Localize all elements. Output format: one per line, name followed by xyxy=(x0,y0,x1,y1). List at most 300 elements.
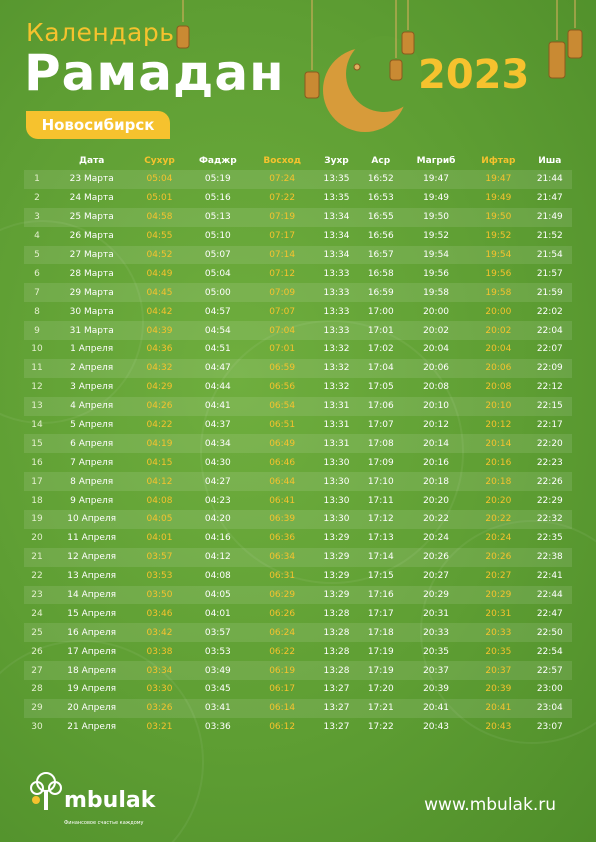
table-cell: 29 Марта xyxy=(50,283,133,302)
table-cell: 13:29 xyxy=(314,548,358,567)
table-cell: 05:00 xyxy=(186,283,250,302)
table-cell: 06:12 xyxy=(269,722,296,733)
table-row xyxy=(24,302,572,321)
table-cell: 20:18 xyxy=(403,472,469,491)
table-cell: 05:16 xyxy=(204,193,231,204)
table-cell: 11 Апреля xyxy=(67,533,117,544)
table-row xyxy=(24,510,572,529)
table-header xyxy=(24,152,572,170)
table-cell: 13:35 xyxy=(323,193,350,204)
day-number: 4 xyxy=(34,231,40,242)
table-cell: 22:15 xyxy=(528,397,572,416)
table-cell: 13:31 xyxy=(314,397,358,416)
table-cell: 13:33 xyxy=(323,268,350,279)
table-cell: 19:50 xyxy=(469,208,527,227)
table-cell: 17:16 xyxy=(359,586,403,605)
table-cell: 13:28 xyxy=(323,646,350,657)
table-header-row xyxy=(24,152,572,170)
table-cell: 04:22 xyxy=(146,420,173,431)
day-number: 8 xyxy=(34,306,40,317)
table-cell: 20 Апреля xyxy=(50,699,133,718)
table-cell: 06:54 xyxy=(250,397,314,416)
table-cell: 19:49 xyxy=(485,193,512,204)
table-cell: 16:55 xyxy=(359,208,403,227)
table-cell: 04:16 xyxy=(204,533,231,544)
table-cell: 22:54 xyxy=(536,646,563,657)
table-cell: 26 Марта xyxy=(69,231,114,242)
table-cell: 17:04 xyxy=(359,359,403,378)
table-cell: 27 Марта xyxy=(50,246,133,265)
table-cell: 20:08 xyxy=(423,382,450,393)
table-row xyxy=(24,680,572,699)
table-cell: 20:08 xyxy=(485,382,512,393)
table-cell: 21:44 xyxy=(528,170,572,189)
table-cell: 31 Марта xyxy=(50,321,133,340)
table-cell: 20:39 xyxy=(423,684,450,695)
table-cell: 04:54 xyxy=(186,321,250,340)
table-cell: 04:49 xyxy=(146,268,173,279)
table-cell: 13:35 xyxy=(314,170,358,189)
table-cell: 20:26 xyxy=(469,548,527,567)
table-cell: 06:41 xyxy=(269,495,296,506)
table-cell: 20:35 xyxy=(485,646,512,657)
table-cell: 04:12 xyxy=(186,548,250,567)
table-cell: 17:18 xyxy=(359,623,403,642)
table-cell: 17:22 xyxy=(367,722,394,733)
table-cell: 20:20 xyxy=(423,495,450,506)
table-cell: 04:12 xyxy=(133,472,185,491)
table-cell: 22:07 xyxy=(536,344,563,355)
table-row xyxy=(24,529,572,548)
table-cell: 03:57 xyxy=(186,623,250,642)
table-cell: 13:30 xyxy=(314,510,358,529)
table-row xyxy=(24,661,572,680)
day-number: 20 xyxy=(31,533,43,544)
table-cell: 07:01 xyxy=(269,344,296,355)
table-cell: 3 Апреля xyxy=(70,382,114,393)
table-row xyxy=(24,378,572,397)
table-cell: 04:47 xyxy=(186,359,250,378)
table-cell: 23:04 xyxy=(528,699,572,718)
table-cell: 22:02 xyxy=(536,306,563,317)
table-cell: 13:32 xyxy=(314,359,358,378)
city-badge: Новосибирск xyxy=(26,111,170,139)
table-cell: 16:53 xyxy=(367,193,394,204)
table-cell: 20:41 xyxy=(403,699,469,718)
table-cell: 04:37 xyxy=(204,420,231,431)
brand-logo-text: mbulak xyxy=(64,788,156,813)
table-cell: 03:53 xyxy=(204,646,231,657)
table-cell: 19:47 xyxy=(469,170,527,189)
table-cell: 16:57 xyxy=(359,246,403,265)
table-cell: 07:12 xyxy=(269,268,296,279)
table-cell: 20:29 xyxy=(469,586,527,605)
table-cell: 19:52 xyxy=(485,231,512,242)
table-cell: 04:01 xyxy=(204,608,231,619)
table-cell: 17:05 xyxy=(367,382,394,393)
table-cell: 20:02 xyxy=(469,321,527,340)
table-cell: 04:55 xyxy=(146,231,173,242)
table-cell: 20:16 xyxy=(423,457,450,468)
table-cell: 17:08 xyxy=(359,434,403,453)
table-row xyxy=(24,264,572,283)
table-cell: 20:24 xyxy=(423,533,450,544)
column-header: Магриб xyxy=(416,156,456,166)
table-cell: 28 Марта xyxy=(69,268,114,279)
table-cell: 22:32 xyxy=(528,510,572,529)
table-cell: 13:28 xyxy=(314,661,358,680)
day-number: 28 xyxy=(31,684,43,695)
table-cell: 13:27 xyxy=(314,699,358,718)
table-cell: 20:26 xyxy=(403,548,469,567)
table-cell: 03:36 xyxy=(204,722,231,733)
table-cell: 20:06 xyxy=(403,359,469,378)
table-cell: 17:06 xyxy=(359,397,403,416)
table-row xyxy=(24,567,572,586)
table-cell: 17 Апреля xyxy=(67,646,117,657)
table-cell: 04:34 xyxy=(186,434,250,453)
day-number: 11 xyxy=(24,359,50,378)
table-cell: 04:23 xyxy=(204,495,231,506)
row-number-header xyxy=(24,152,50,170)
table-cell: 19:58 xyxy=(469,283,527,302)
table-cell: 04:36 xyxy=(146,344,173,355)
table-cell: 20:22 xyxy=(403,510,469,529)
day-number: 16 xyxy=(31,457,43,468)
table-cell: 20:33 xyxy=(403,623,469,642)
table-cell: 03:21 xyxy=(146,722,173,733)
table-cell: 17:17 xyxy=(367,608,394,619)
table-row xyxy=(24,227,572,246)
table-cell: 06:29 xyxy=(250,586,314,605)
table-cell: 04:15 xyxy=(146,457,173,468)
table-cell: 03:38 xyxy=(146,646,173,657)
website-link[interactable]: www.mbulak.ru xyxy=(424,795,556,815)
table-cell: 04:27 xyxy=(186,472,250,491)
table-cell: 06:22 xyxy=(269,646,296,657)
table-row xyxy=(24,246,572,265)
table-cell: 06:46 xyxy=(269,457,296,468)
table-cell: 25 Марта xyxy=(50,208,133,227)
table-cell: 17:20 xyxy=(367,684,394,695)
table-cell: 22:57 xyxy=(528,661,572,680)
day-number: 21 xyxy=(24,548,50,567)
table-cell: 22:12 xyxy=(536,382,563,393)
day-number: 18 xyxy=(31,495,43,506)
table-cell: 03:42 xyxy=(133,623,185,642)
table-cell: 20:18 xyxy=(469,472,527,491)
table-cell: 22:20 xyxy=(528,434,572,453)
table-cell: 12 Апреля xyxy=(50,548,133,567)
table-cell: 16:56 xyxy=(367,231,394,242)
table-cell: 13:33 xyxy=(314,321,358,340)
table-row xyxy=(24,416,572,435)
table-cell: 06:39 xyxy=(250,510,314,529)
table-cell: 10 Апреля xyxy=(50,510,133,529)
table-cell: 05:19 xyxy=(186,170,250,189)
prayer-times-table xyxy=(24,152,572,737)
table-cell: 06:44 xyxy=(250,472,314,491)
table-cell: 13 Апреля xyxy=(67,571,117,582)
table-cell: 4 Апреля xyxy=(50,397,133,416)
table-cell: 06:24 xyxy=(250,623,314,642)
table-cell: 03:49 xyxy=(186,661,250,680)
table-cell: 20:27 xyxy=(423,571,450,582)
table-cell: 20:12 xyxy=(485,420,512,431)
day-number: 1 xyxy=(24,170,50,189)
table-cell: 13:33 xyxy=(314,283,358,302)
table-cell: 16:52 xyxy=(359,170,403,189)
table-cell: 04:41 xyxy=(186,397,250,416)
table-row xyxy=(24,491,572,510)
table-cell: 05:04 xyxy=(133,170,185,189)
table-cell: 13:27 xyxy=(323,722,350,733)
table-row xyxy=(24,586,572,605)
table-cell: 17:00 xyxy=(367,306,394,317)
table-cell: 20:31 xyxy=(423,608,450,619)
table-cell: 13:31 xyxy=(314,434,358,453)
table-cell: 21 Апреля xyxy=(67,722,117,733)
table-cell: 04:01 xyxy=(146,533,173,544)
day-number: 10 xyxy=(31,344,43,355)
table-cell: 22:17 xyxy=(536,420,563,431)
table-cell: 19:54 xyxy=(469,246,527,265)
table-cell: 04:08 xyxy=(146,495,173,506)
table-cell: 19:52 xyxy=(423,231,450,242)
table-cell: 22:41 xyxy=(536,571,563,582)
table-cell: 20:41 xyxy=(469,699,527,718)
table-cell: 06:17 xyxy=(269,684,296,695)
table-cell: 19:58 xyxy=(403,283,469,302)
table-cell: 20:10 xyxy=(469,397,527,416)
table-cell: 21:59 xyxy=(528,283,572,302)
table-cell: 20:02 xyxy=(403,321,469,340)
table-cell: 17:13 xyxy=(367,533,394,544)
table-cell: 22:04 xyxy=(528,321,572,340)
table-cell: 13:30 xyxy=(314,472,358,491)
table-cell: 06:36 xyxy=(269,533,296,544)
tree-logo-icon xyxy=(28,768,64,818)
table-cell: 19:49 xyxy=(423,193,450,204)
table-cell: 03:34 xyxy=(133,661,185,680)
table-cell: 04:39 xyxy=(133,321,185,340)
table-cell: 04:57 xyxy=(204,306,231,317)
day-number: 14 xyxy=(31,420,43,431)
table-cell: 04:58 xyxy=(133,208,185,227)
table-cell: 1 Апреля xyxy=(70,344,114,355)
table-cell: 03:46 xyxy=(146,608,173,619)
table-cell: 6 Апреля xyxy=(50,434,133,453)
day-number: 5 xyxy=(24,246,50,265)
day-number: 30 xyxy=(31,722,43,733)
table-cell: 20:16 xyxy=(485,457,512,468)
column-header: Восход xyxy=(263,156,301,166)
table-cell: 07:17 xyxy=(269,231,296,242)
table-row xyxy=(24,208,572,227)
table-row xyxy=(24,321,572,340)
table-cell: 19:47 xyxy=(403,170,469,189)
table-cell: 07:22 xyxy=(269,193,296,204)
table-cell: 20:35 xyxy=(423,646,450,657)
table-cell: 06:14 xyxy=(250,699,314,718)
day-number: 29 xyxy=(24,699,50,718)
column-header: Иша xyxy=(538,156,562,166)
table-cell: 04:05 xyxy=(186,586,250,605)
table-cell: 20:04 xyxy=(423,344,450,355)
table-row xyxy=(24,453,572,472)
table-cell: 21:57 xyxy=(536,268,563,279)
table-row xyxy=(24,170,572,189)
table-row xyxy=(24,718,572,737)
table-cell: 21:54 xyxy=(528,246,572,265)
table-cell: 20:14 xyxy=(403,434,469,453)
day-number: 26 xyxy=(31,646,43,657)
table-cell: 7 Апреля xyxy=(70,457,114,468)
table-cell: 13:29 xyxy=(323,533,350,544)
day-number: 3 xyxy=(24,208,50,227)
day-number: 19 xyxy=(24,510,50,529)
column-header: Сухур xyxy=(144,156,175,166)
table-cell: 20:29 xyxy=(403,586,469,605)
table-cell: 23 Марта xyxy=(50,170,133,189)
table-cell: 20:04 xyxy=(485,344,512,355)
calendar-subtitle: Календарь xyxy=(26,18,175,47)
table-cell: 13:29 xyxy=(314,586,358,605)
table-cell: 17:19 xyxy=(359,661,403,680)
table-cell: 20:14 xyxy=(469,434,527,453)
table-cell: 20:24 xyxy=(485,533,512,544)
day-number: 7 xyxy=(24,283,50,302)
day-number: 9 xyxy=(24,321,50,340)
table-cell: 20:37 xyxy=(469,661,527,680)
table-cell: 15 Апреля xyxy=(67,608,117,619)
day-number: 17 xyxy=(24,472,50,491)
table-body xyxy=(24,170,572,737)
table-row xyxy=(24,642,572,661)
table-row xyxy=(24,434,572,453)
table-cell: 5 Апреля xyxy=(70,420,114,431)
table-cell: 17:19 xyxy=(367,646,394,657)
table-cell: 03:45 xyxy=(204,684,231,695)
table-cell: 20:37 xyxy=(403,661,469,680)
table-cell: 05:10 xyxy=(204,231,231,242)
table-cell: 06:49 xyxy=(250,434,314,453)
column-header: Ифтар xyxy=(481,156,516,166)
day-number: 15 xyxy=(24,434,50,453)
table-cell: 20:06 xyxy=(469,359,527,378)
day-number: 2 xyxy=(34,193,40,204)
table-cell: 07:09 xyxy=(250,283,314,302)
column-header: Фаджр xyxy=(198,156,237,166)
table-cell: 16 Апреля xyxy=(50,623,133,642)
table-cell: 04:05 xyxy=(133,510,185,529)
table-cell: 04:08 xyxy=(204,571,231,582)
table-row xyxy=(24,340,572,359)
table-cell: 21:47 xyxy=(536,193,563,204)
table-cell: 07:14 xyxy=(250,246,314,265)
table-cell: 22:26 xyxy=(528,472,572,491)
table-cell: 9 Апреля xyxy=(70,495,114,506)
table-cell: 03:41 xyxy=(186,699,250,718)
table-cell: 04:26 xyxy=(133,397,185,416)
table-cell: 19 Апреля xyxy=(67,684,117,695)
table-cell: 22:29 xyxy=(536,495,563,506)
column-header: Зухр xyxy=(324,156,349,166)
table-row xyxy=(24,699,572,718)
table-cell: 19:56 xyxy=(423,268,450,279)
table-cell: 20:00 xyxy=(423,306,450,317)
table-cell: 04:32 xyxy=(133,359,185,378)
table-cell: 14 Апреля xyxy=(50,586,133,605)
table-cell: 17:12 xyxy=(359,510,403,529)
table-cell: 16:58 xyxy=(367,268,394,279)
table-cell: 13:32 xyxy=(323,382,350,393)
table-cell: 20:33 xyxy=(469,623,527,642)
table-cell: 20:22 xyxy=(469,510,527,529)
table-cell: 13:29 xyxy=(323,571,350,582)
table-cell: 22:50 xyxy=(528,623,572,642)
table-cell: 20:00 xyxy=(485,306,512,317)
table-cell: 20:31 xyxy=(485,608,512,619)
table-cell: 04:45 xyxy=(133,283,185,302)
table-cell: 06:19 xyxy=(250,661,314,680)
table-cell: 17:02 xyxy=(367,344,394,355)
table-cell: 13:27 xyxy=(323,684,350,695)
table-row xyxy=(24,548,572,567)
table-cell: 22:44 xyxy=(528,586,572,605)
table-cell: 06:31 xyxy=(269,571,296,582)
table-cell: 03:50 xyxy=(133,586,185,605)
day-number: 13 xyxy=(24,397,50,416)
table-cell: 05:01 xyxy=(146,193,173,204)
table-cell: 16:59 xyxy=(359,283,403,302)
table-row xyxy=(24,283,572,302)
table-cell: 13:31 xyxy=(323,420,350,431)
day-number: 24 xyxy=(31,608,43,619)
table-cell: 22:47 xyxy=(536,608,563,619)
table-cell: 07:19 xyxy=(250,208,314,227)
table-cell: 22:09 xyxy=(528,359,572,378)
table-cell: 13:30 xyxy=(323,457,350,468)
table-cell: 17:07 xyxy=(367,420,394,431)
table-cell: 22:23 xyxy=(536,457,563,468)
table-cell: 13:34 xyxy=(314,246,358,265)
table-cell: 13:33 xyxy=(323,306,350,317)
table-cell: 04:52 xyxy=(133,246,185,265)
table-cell: 18 Апреля xyxy=(50,661,133,680)
table-cell: 20:12 xyxy=(423,420,450,431)
table-cell: 13:32 xyxy=(323,344,350,355)
day-number: 6 xyxy=(34,268,40,279)
table-cell: 13:34 xyxy=(323,231,350,242)
brand-tagline: Финансовое счастье каждому xyxy=(64,820,144,826)
table-cell: 20:10 xyxy=(403,397,469,416)
table-row xyxy=(24,623,572,642)
table-cell: 20:27 xyxy=(485,571,512,582)
table-cell: 23:00 xyxy=(536,684,563,695)
table-cell: 8 Апреля xyxy=(50,472,133,491)
table-cell: 17:10 xyxy=(359,472,403,491)
table-cell: 21:49 xyxy=(528,208,572,227)
table-cell: 06:26 xyxy=(269,608,296,619)
table-cell: 06:59 xyxy=(250,359,314,378)
table-cell: 04:51 xyxy=(204,344,231,355)
table-cell: 06:56 xyxy=(269,382,296,393)
day-number: 27 xyxy=(24,661,50,680)
table-cell: 17:11 xyxy=(367,495,394,506)
table-cell: 13:28 xyxy=(323,608,350,619)
day-number: 12 xyxy=(31,382,43,393)
